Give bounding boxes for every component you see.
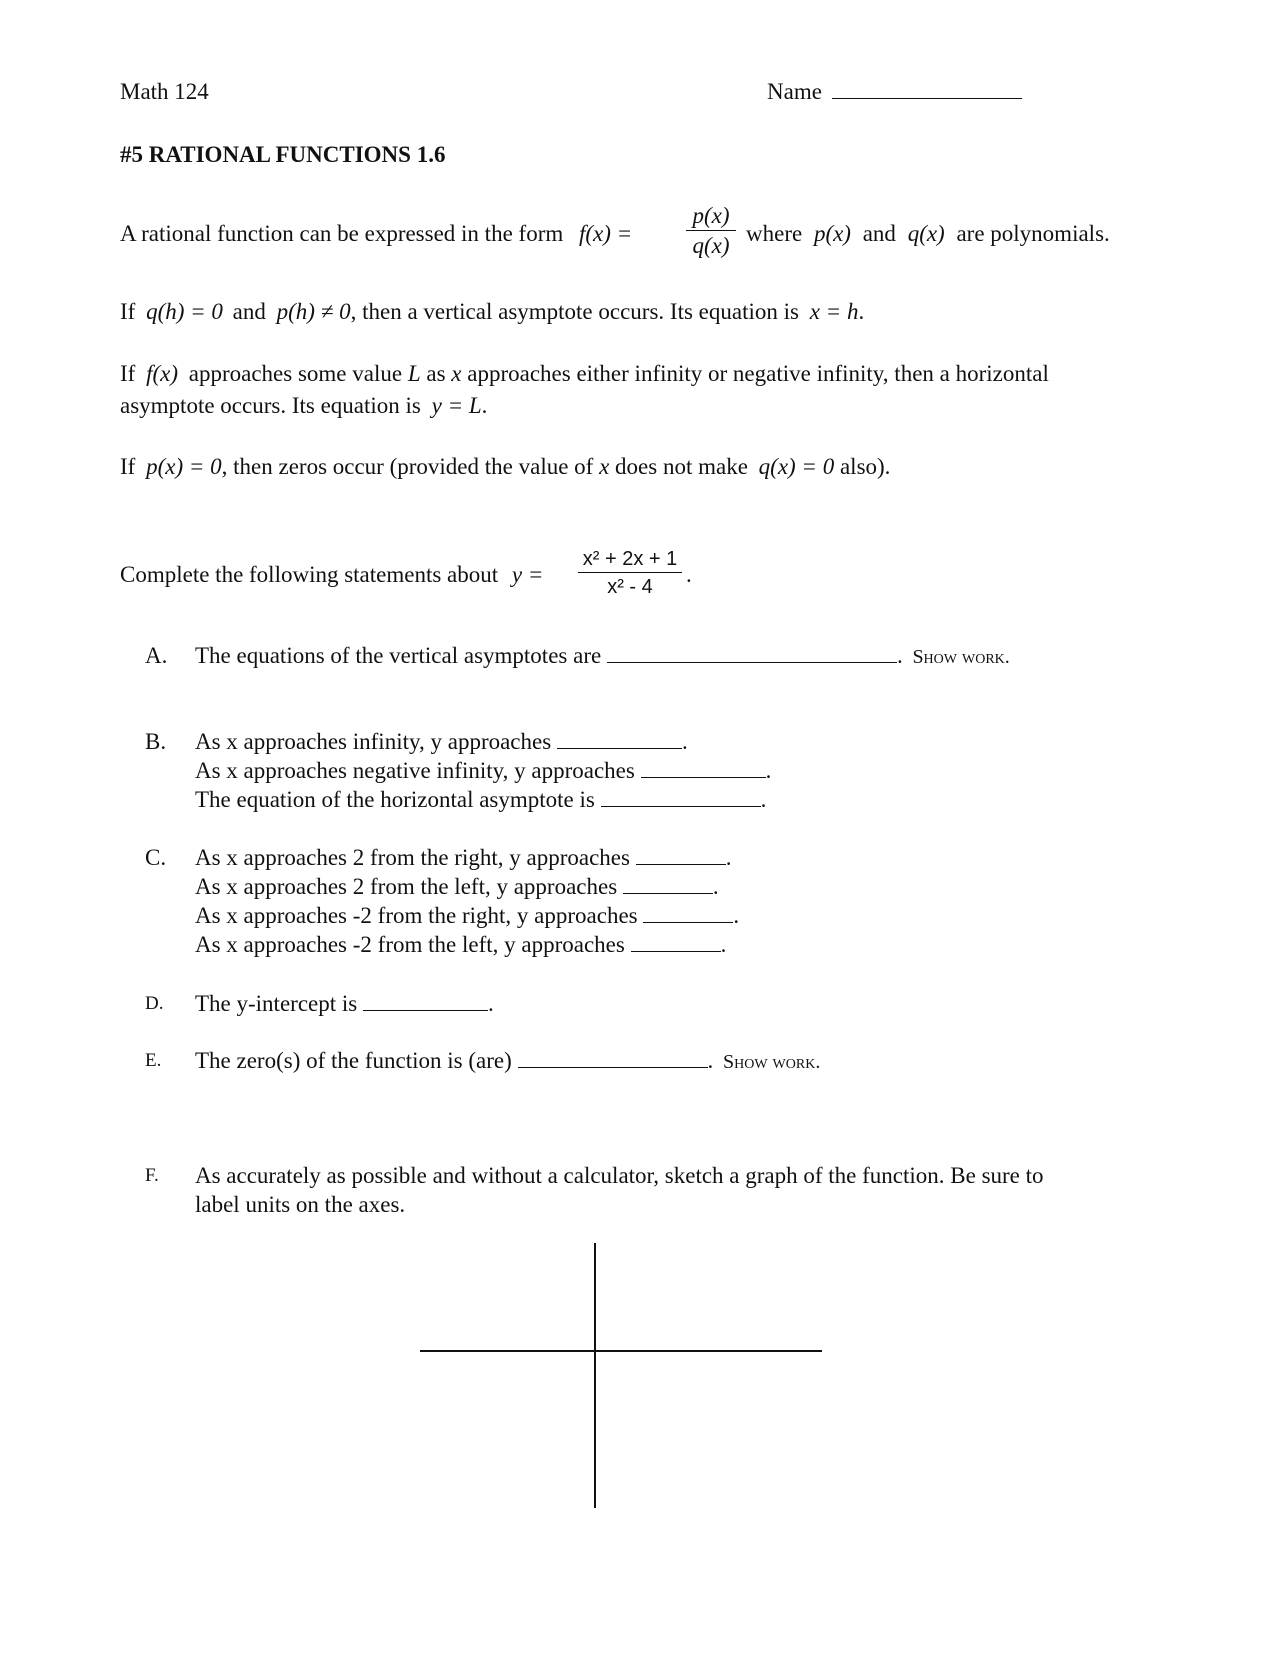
intro-text-before: A rational function can be expressed in the form [120, 221, 564, 246]
z-cond: p(x) = 0 [146, 454, 222, 479]
intro-denominator: q(x) [692, 233, 730, 258]
intro-px: p(x) [813, 221, 851, 246]
item-a-end: . [896, 643, 903, 668]
item-b-l1-text: As x approaches infinity, y approaches [195, 729, 552, 754]
va-if: If [120, 299, 136, 324]
z-x: x [599, 454, 610, 479]
item-a-show-work: Show work. [912, 646, 1010, 668]
page-title: #5 RATIONAL FUNCTIONS 1.6 [120, 142, 446, 167]
item-e-show-work: Show work. [723, 1051, 821, 1073]
item-b-letter: B. [145, 729, 167, 754]
item-f-line1: As accurately as possible and without a calculator, sketch a graph of the function. Be sure to [195, 1163, 1044, 1188]
complete-text: Complete the following statements about [120, 562, 499, 587]
complete-numerator: x² + 2x + 1 [582, 548, 678, 570]
z-qx: q(x) = 0 [758, 454, 835, 479]
item-c-l2-text: As x approaches 2 from the left, y approaches [195, 874, 618, 899]
item-b-l2-end: . [765, 758, 772, 783]
course-label: Math 124 [120, 79, 209, 104]
intro-numerator: p(x) [692, 203, 730, 228]
item-b-l2-text: As x approaches negative infinity, y approaches [195, 758, 635, 783]
item-d-end: . [487, 991, 494, 1016]
item-e-end: . [707, 1048, 714, 1073]
item-c-letter: C. [145, 845, 167, 870]
va-cond1: q(h) = 0 [146, 299, 223, 324]
z-text: , then zeros occur (provided the value of [221, 454, 594, 479]
intro-after: are polynomials. [956, 221, 1110, 246]
item-d-letter: D. [145, 993, 164, 1014]
item-b-l3-end: . [760, 787, 767, 812]
ha-line2-text: asymptote occurs. Its equation is [120, 393, 421, 418]
item-e-letter: E. [145, 1050, 162, 1071]
item-d-text: The y-intercept is [195, 991, 358, 1016]
item-a-text: The equations of the vertical asymptotes are [195, 643, 602, 668]
ha-text: approaches some value [188, 361, 403, 386]
item-f-letter: F. [145, 1165, 159, 1186]
ha-fx: f(x) [146, 361, 178, 386]
va-eq: x = h [809, 299, 859, 324]
complete-denominator: x² - 4 [607, 576, 653, 598]
item-b-l1-end: . [681, 729, 688, 754]
item-e-text: The zero(s) of the function is (are) [195, 1048, 512, 1073]
ha-if: If [120, 361, 136, 386]
ha-as: as [426, 361, 446, 386]
va-end: . [858, 299, 865, 324]
item-c-l4-end: . [720, 932, 727, 957]
item-f-line2: label units on the axes. [195, 1192, 406, 1217]
complete-end: . [686, 562, 692, 587]
item-c-l2-end: . [712, 874, 719, 899]
va-text: , then a vertical asymptote occurs. Its equation is [350, 299, 799, 324]
item-c-l1-text: As x approaches 2 from the right, y approaches [195, 845, 630, 870]
ha-line2-eq: y = L [431, 393, 482, 418]
z-end: also). [839, 454, 891, 479]
va-cond2: p(h) ≠ 0 [276, 299, 351, 324]
item-c-l3-end: . [733, 903, 740, 928]
ha-rest: approaches either infinity or negative infinity, then a horizontal [467, 361, 1049, 386]
intro-and: and [862, 221, 896, 246]
z-text2: does not make [615, 454, 748, 479]
ha-L: L [407, 361, 421, 386]
item-c-l3-text: As x approaches -2 from the right, y approaches [195, 903, 638, 928]
item-c-l4-text: As x approaches -2 from the left, y approaches [195, 932, 625, 957]
va-and: and [232, 299, 266, 324]
item-c-l1-end: . [725, 845, 732, 870]
ha-x: x [451, 361, 462, 386]
intro-qx: q(x) [907, 221, 945, 246]
name-label: Name [767, 79, 822, 104]
item-a-letter: A. [145, 643, 168, 668]
item-b-l3-text: The equation of the horizontal asymptote is [195, 787, 595, 812]
ha-line2-end: . [481, 393, 488, 418]
z-if: If [120, 454, 136, 479]
intro-where: where [746, 221, 803, 246]
intro-fx: f(x) = [579, 221, 633, 246]
complete-y: y = [511, 562, 544, 587]
